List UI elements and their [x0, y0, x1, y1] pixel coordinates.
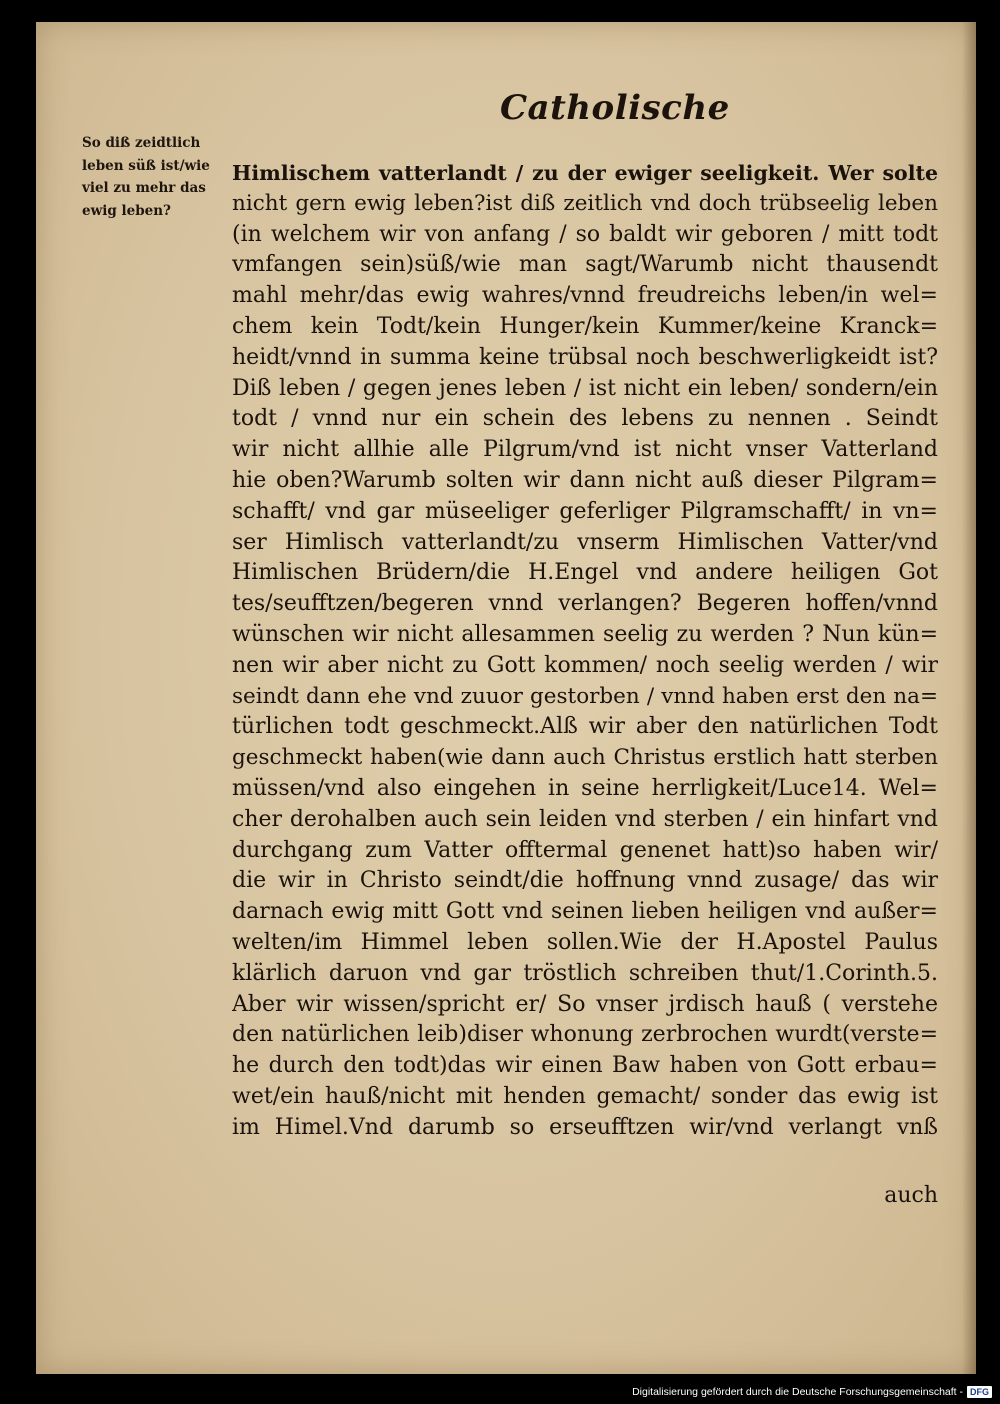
- marginal-note-line: leben süß ist/wie: [82, 157, 210, 174]
- text-line: im Himel.Vnd darumb so erseufftzen wir/vnd verlangt vnß: [232, 1114, 938, 1140]
- text-line: todt / vnnd nur ein schein des lebens zu nennen . Seindt: [232, 406, 938, 432]
- text-line: chem kein Todt/kein Hunger/kein Kummer/keine Kranck=: [232, 313, 938, 339]
- text-line: wet/ein hauß/nicht mit henden gemacht/ sonder das ewig ist: [232, 1083, 938, 1109]
- text-line: nicht gern ewig leben?ist diß zeitlich vnd doch trübseelig leben: [232, 190, 938, 216]
- text-line: die wir in Christo seindt/die hoffnung vnnd zusage/ das wir: [232, 868, 938, 894]
- text-line: Himlischen Brüdern/die H.Engel vnd andere heiligen Got: [232, 560, 938, 586]
- marginal-note-line: So diß zeidtlich: [82, 135, 201, 151]
- text-line: türlichen todt geschmeckt.Alß wir aber den natürlichen Todt: [232, 714, 938, 740]
- marginal-note-line: ewig leben?: [82, 202, 171, 219]
- running-head: Catholische: [500, 88, 730, 128]
- text-line: vmfangen sein)süß/wie man sagt/Warumb nicht thausendt: [232, 252, 938, 278]
- dfg-logo: DFG: [967, 1386, 992, 1398]
- text-line: (in welchem wir von anfang / so baldt wir geboren / mitt todt: [232, 221, 938, 247]
- page-edge-shadow: [962, 22, 976, 1374]
- funding-footer: [632, 1386, 992, 1398]
- text-line: seindt dann ehe vnd zuuor gestorben / vnnd haben erst den na=: [232, 683, 938, 709]
- text-line: schafft/ vnd gar müseeliger geferliger Pilgramschafft/ in vn=: [232, 498, 938, 524]
- text-line: he durch den todt)das wir einen Baw haben von Gott erbau=: [232, 1053, 938, 1079]
- text-line: wir nicht allhie alle Pilgrum/vnd ist nicht vnser Vatterland: [232, 437, 938, 463]
- text-line: Himlischem vatterlandt / zu der ewiger seeligkeit. Wer solte: [232, 161, 938, 185]
- funding-footer-text: Digitalisierung gefördert durch die Deutsche Forschungsgemeinschaft -: [632, 1386, 963, 1398]
- catchword: auch: [884, 1183, 938, 1208]
- text-line: wünschen wir nicht allesammen seelig zu werden ? Nun kün=: [232, 621, 938, 647]
- text-line: mahl mehr/das ewig wahres/vnnd freudreichs leben/in wel=: [232, 283, 938, 309]
- text-line: geschmeckt haben(wie dann auch Christus erstlich hatt sterben: [232, 745, 938, 771]
- main-text-block: [232, 158, 938, 1144]
- text-line: darnach ewig mitt Gott vnd seinen lieben heiligen vnd außer=: [232, 899, 938, 925]
- marginal-note-line: viel zu mehr das: [82, 180, 206, 196]
- text-line: welten/im Himmel leben sollen.Wie der H.Apostel Paulus: [232, 929, 938, 955]
- text-line: den natürlichen leib)diser whonung zerbrochen wurdt(verste=: [232, 1022, 938, 1048]
- text-line: hie oben?Warumb solten wir dann nicht auß dieser Pilgram=: [232, 467, 938, 493]
- text-line: Aber wir wissen/spricht er/ So vnser jrdisch hauß ( verstehe: [232, 991, 938, 1017]
- text-line: durchgang zum Vatter offtermal genenet hatt)so haben wir/: [232, 837, 938, 863]
- text-line: müssen/vnd also eingehen in seine herrligkeit/Luce14. Wel=: [232, 775, 938, 801]
- text-line: Diß leben / gegen jenes leben / ist nicht ein leben/ sondern/ein: [232, 375, 938, 401]
- text-line: ser Himlisch vatterlandt/zu vnserm Himlischen Vatter/vnd: [232, 529, 938, 555]
- text-line: cher derohalben auch sein leiden vnd sterben / ein hinfart vnd: [232, 806, 938, 832]
- text-line: heidt/vnnd in summa keine trübsal noch beschwerligkeidt ist?: [232, 344, 938, 370]
- text-line: tes/seufftzen/begeren vnnd verlangen? Begeren hoffen/vnnd: [232, 591, 938, 617]
- text-line: nen wir aber nicht zu Gott kommen/ noch seelig werden / wir: [232, 652, 938, 678]
- text-line: klärlich daruon vnd gar tröstlich schreiben thut/1.Corinth.5.: [232, 960, 938, 986]
